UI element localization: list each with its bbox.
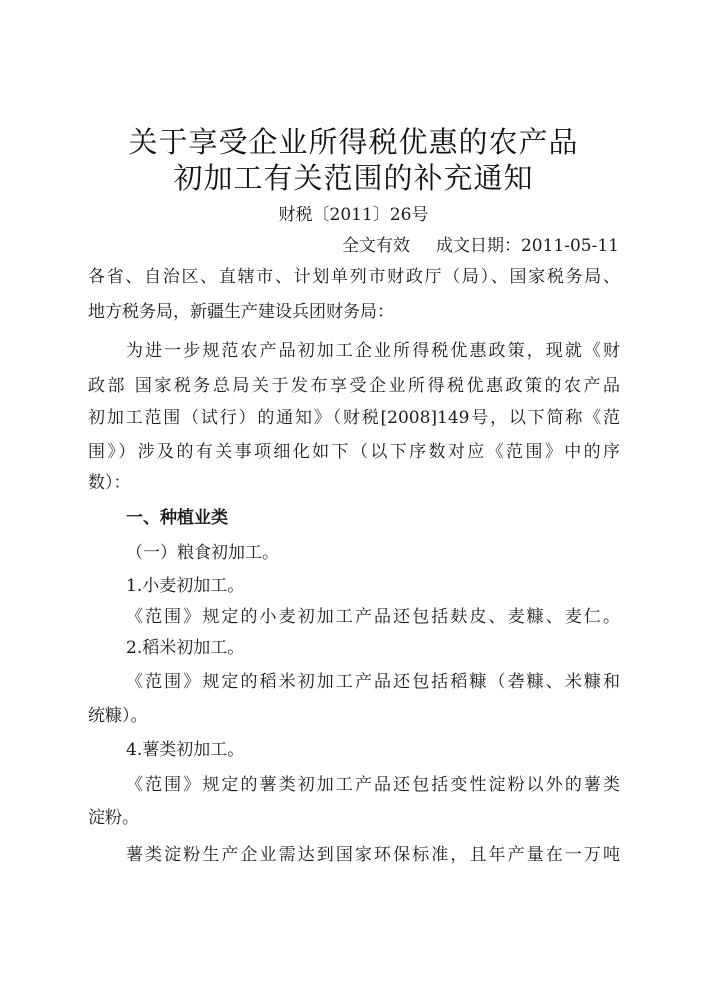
- intro-line-2: 政部 国家税务总局关于发布享受企业所得税优惠政策的农产品: [88, 376, 620, 396]
- validity-status: 全文有效: [341, 236, 410, 256]
- item-2-text-line-2: 统糠）。: [88, 706, 148, 726]
- item-2-text-line-1: 《范围》规定的稻米初加工产品还包括稻糠（砻糠、米糠和: [126, 672, 620, 692]
- document-number: 财税〔2011〕26号: [278, 205, 429, 225]
- intro-line-5: 数）：: [88, 473, 131, 493]
- document-meta: [342, 233, 619, 259]
- issue-date: 成文日期：2011-05-11: [435, 236, 619, 256]
- addressee-line-2: 地方税务局，新疆生产建设兵团财务局：: [88, 302, 394, 322]
- section-heading: 一、种植业类: [126, 508, 228, 528]
- document-title-line-2: 初加工有关范围的补充通知: [173, 161, 534, 195]
- document-title-line-1: 关于享受企业所得税优惠的农产品: [128, 125, 579, 159]
- item-4-text-line-1: 《范围》规定的薯类初加工产品还包括变性淀粉以外的薯类: [126, 775, 620, 795]
- addressee-line-1: 各省、自治区、直辖市、计划单列市财政厅（局）、国家税务局、: [88, 267, 620, 287]
- item-4-extra-line: 薯类淀粉生产企业需达到国家环保标准，且年产量在一万吨: [126, 845, 620, 865]
- item-1-text: 《范围》规定的小麦初加工产品还包括麸皮、麦糠、麦仁。: [126, 607, 620, 627]
- item-1-title: 1.小麦初加工。: [126, 576, 245, 596]
- item-2-title: 2.稻米初加工。: [126, 638, 245, 658]
- subsection-heading: （一）粮食初加工。: [126, 543, 279, 563]
- intro-line-4: 围》）涉及的有关事项细化如下（以下序数对应《范围》中的序: [88, 442, 620, 462]
- item-4-text-line-2: 淀粉。: [88, 808, 139, 828]
- item-4-title: 4.薯类初加工。: [126, 740, 245, 760]
- intro-line-3: 初加工范围（试行）的通知》（财税[2008]149号，以下简称《范: [88, 408, 620, 428]
- intro-line-1: 为进一步规范农产品初加工企业所得税优惠政策，现就《财: [126, 341, 620, 361]
